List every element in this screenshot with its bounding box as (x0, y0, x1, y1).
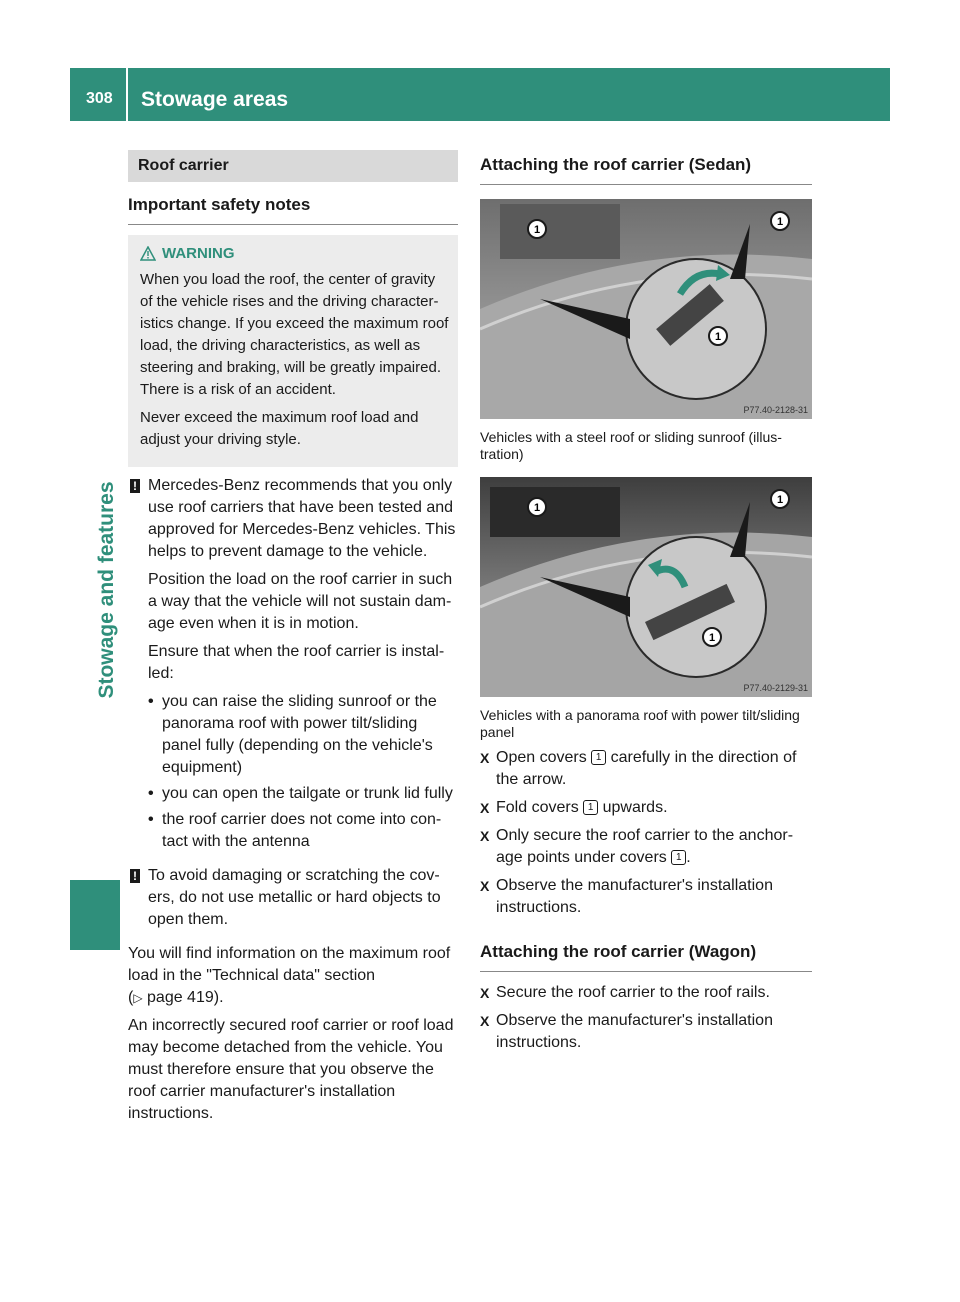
step-text: carefully in the direction of the arrow. (496, 749, 797, 788)
instruction-step (480, 875, 812, 919)
roof-illustration-image (480, 199, 812, 419)
subheading: Important safety notes (128, 194, 458, 225)
figure-caption-1: Vehicles with a steel roof or sliding sunroof (illustration) (480, 429, 782, 462)
step-text: Observe the manufacturer's installation instructions. (496, 877, 773, 916)
step-text: Only secure the roof carrier to the anchorage points under covers (496, 827, 794, 866)
warning-label: WARNING (162, 245, 235, 262)
step-arrow-icon: X (480, 1013, 490, 1029)
callout-label: 1 (776, 216, 784, 228)
step-arrow-icon: X (480, 800, 490, 816)
step-arrow-icon: X (480, 985, 490, 1001)
callout-icon: 1 (583, 800, 598, 815)
page-reference-arrow-icon: ▷ (133, 991, 143, 1005)
step-text: Fold covers (496, 799, 584, 816)
instruction-step (480, 747, 812, 791)
bullet-icon: • (148, 811, 154, 828)
note-text-2: Position the load on the roof carrier in such a way that the vehicle will not sustain damage even when it is in motion. (148, 571, 453, 632)
paragraph-text: You will find information on the maximum roof load in the "Technical data" section (128, 945, 451, 984)
note-text-3: Ensure that when the roof carrier is installed: (148, 643, 445, 682)
note-covers (128, 865, 458, 937)
exclamation-icon: ! (130, 479, 140, 493)
bullet-icon: • (148, 693, 154, 710)
note-recommendation (128, 475, 458, 857)
list-item (148, 809, 458, 853)
note-text-1: Mercedes-Benz recommends that you only use roof carriers that have been tested and approved for Mercedes-Benz vehicles. This helps to prevent damage to the vehicle. (148, 477, 456, 560)
instruction-step (480, 1010, 812, 1054)
bullet-text: you can open the tailgate or trunk lid fully (162, 785, 453, 802)
step-text: upwards. (598, 799, 668, 816)
warning-text-2: Never exceed the maximum roof load and adjust your driving style. (140, 409, 419, 448)
left-column (128, 150, 458, 1125)
page-number: 308 (86, 90, 113, 107)
step-text: Open covers (496, 749, 592, 766)
callout-label: 1 (714, 331, 722, 343)
secure-carrier-paragraph: An incorrectly secured roof carrier or roof load may become detached from the vehicle. You must therefore ensure that you observe the roof carrier manufacturer's installation instructions. (128, 1017, 454, 1122)
step-arrow-icon: X (480, 750, 490, 766)
list-item (148, 783, 458, 805)
callout-label: 1 (533, 224, 541, 236)
side-tab-block (70, 880, 120, 950)
section-title: Roof carrier (128, 150, 458, 182)
instruction-step (480, 982, 812, 1004)
figure-code: P77.40-2128-31 (743, 405, 808, 415)
bullet-text: you can raise the sliding sunroof or the panorama roof with power tilt/sliding panel fully (depending on the vehicle's equipment) (162, 693, 437, 776)
right-column (480, 150, 812, 1054)
header-divider (126, 68, 128, 121)
warning-triangle-icon (140, 246, 156, 262)
callout-label: 1 (533, 502, 541, 514)
roof-illustration-image (480, 477, 812, 697)
warning-title (140, 243, 450, 265)
instruction-step (480, 825, 812, 869)
figure-caption-2: Vehicles with a panorama roof with power tilt/sliding panel (480, 707, 800, 740)
figure-steel-roof (480, 199, 812, 419)
heading-wagon: Attaching the roof carrier (Wagon) (480, 941, 812, 972)
instruction-step (480, 797, 812, 819)
callout-label: 1 (708, 632, 716, 644)
step-arrow-icon: X (480, 828, 490, 844)
figure-code: P77.40-2129-31 (743, 683, 808, 693)
callout-label: 1 (776, 494, 784, 506)
step-text: Secure the roof carrier to the roof rails. (496, 984, 770, 1001)
heading-sedan: Attaching the roof carrier (Sedan) (480, 154, 812, 185)
bullet-icon: • (148, 785, 154, 802)
step-arrow-icon: X (480, 878, 490, 894)
max-roof-load-paragraph: You will find information on the maximum roof load in the "Technical data" section (▷ page 419). (128, 945, 451, 1006)
side-tab-label: Stowage and features (95, 481, 118, 699)
step-text: Observe the manufacturer's installation instructions. (496, 1012, 773, 1051)
list-item (148, 691, 458, 779)
page-header (70, 68, 890, 121)
exclamation-icon: ! (130, 869, 140, 883)
page-title: Stowage areas (141, 88, 289, 111)
figure-panorama-roof (480, 477, 812, 697)
callout-icon: 1 (671, 850, 686, 865)
callout-icon: 1 (591, 750, 606, 765)
note-covers-text: To avoid damaging or scratching the covers, do not use metallic or hard objects to open them. (148, 867, 441, 928)
warning-text-1: When you load the roof, the center of gravity of the vehicle rises and the driving characteristics change. If you exceed the maximum roof load, the driving characteristics, as well as steering and braking, will be greatly impaired. There is a risk of an accident. (140, 271, 449, 398)
bullet-text: the roof carrier does not come into contact with the antenna (162, 811, 442, 850)
page-reference-link[interactable]: page 419). (147, 989, 224, 1006)
step-text: . (686, 849, 691, 866)
warning-box (128, 235, 458, 467)
